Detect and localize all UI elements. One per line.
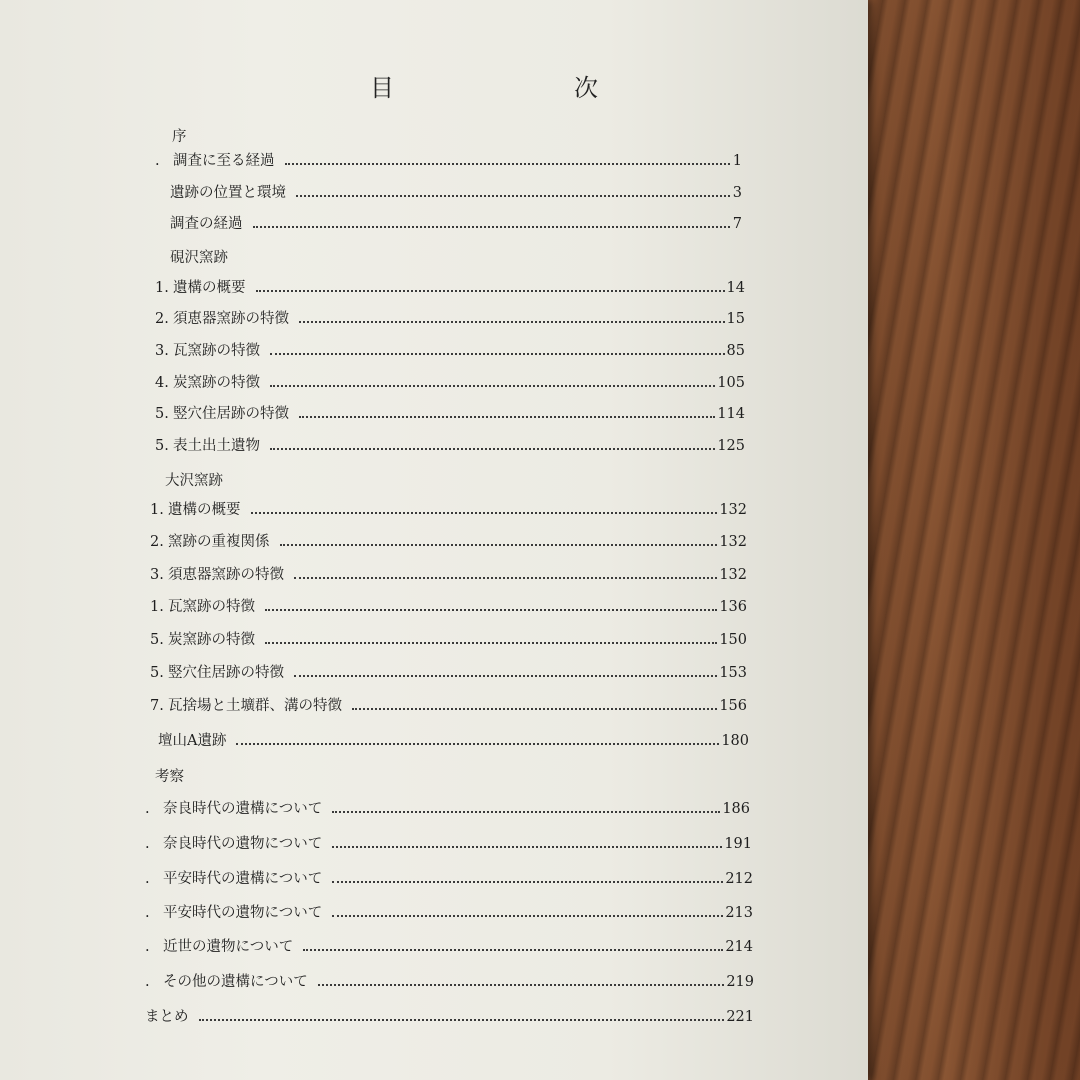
dot-leader bbox=[296, 195, 730, 197]
toc-entry-page-number: 3 bbox=[732, 185, 742, 201]
toc-entry bbox=[150, 501, 747, 519]
toc-entry-page-number: 213 bbox=[725, 905, 753, 921]
dot-leader bbox=[299, 416, 715, 418]
toc-entry-page-number: 156 bbox=[719, 698, 747, 714]
toc-entry-page-number: 214 bbox=[725, 939, 753, 955]
toc-entry-number: 4. bbox=[155, 375, 169, 391]
dot-leader bbox=[265, 642, 717, 644]
toc-entry-number: 5. bbox=[155, 438, 169, 454]
toc-entry-label: 調査に至る経過 bbox=[173, 153, 275, 169]
toc-entry-number: 1. bbox=[150, 599, 164, 615]
toc-entry-page-number: 132 bbox=[719, 567, 747, 583]
toc-entry-label: 窯跡の重複関係 bbox=[168, 534, 270, 550]
toc-entry-page-number: 191 bbox=[724, 836, 752, 852]
toc-entry-page-number: 180 bbox=[721, 733, 749, 749]
toc-entry bbox=[170, 215, 742, 233]
toc-entry-number: . bbox=[145, 905, 150, 921]
dot-leader bbox=[285, 163, 731, 165]
toc-entry-number: 7. bbox=[150, 698, 164, 714]
dot-leader bbox=[332, 846, 722, 848]
toc-entry-number: 3. bbox=[155, 343, 169, 359]
toc-entry-label: 炭窯跡の特徴 bbox=[173, 375, 260, 391]
toc-entry-page-number: 1 bbox=[732, 153, 742, 169]
wooden-tabletop bbox=[860, 0, 1080, 1080]
toc-entry-label: 遺跡の位置と環境 bbox=[170, 185, 286, 201]
dot-leader bbox=[299, 321, 725, 323]
toc-entry-number: . bbox=[145, 801, 150, 817]
toc-entry-label: 瓦窯跡の特徴 bbox=[173, 343, 260, 359]
toc-entry-number: . bbox=[145, 974, 150, 990]
toc-entry-label: 炭窯跡の特徴 bbox=[168, 632, 255, 648]
toc-section-heading: 大沢窯跡 bbox=[165, 473, 223, 489]
toc-entry-number: . bbox=[155, 153, 160, 169]
toc-entry-label: 奈良時代の遺物について bbox=[163, 836, 323, 852]
toc-section-heading: 硯沢窯跡 bbox=[170, 250, 228, 266]
toc-entry bbox=[150, 598, 747, 616]
dot-leader bbox=[270, 385, 715, 387]
toc-entry-page-number: 85 bbox=[726, 343, 745, 359]
dot-leader bbox=[236, 743, 719, 745]
toc-entry-number: . bbox=[145, 836, 150, 852]
toc-entry-page-number: 219 bbox=[726, 974, 754, 990]
toc-entry-page-number: 7 bbox=[732, 216, 742, 232]
toc-entry-page-number: 221 bbox=[726, 1009, 754, 1025]
toc-entry-label: 平安時代の遺物について bbox=[163, 905, 323, 921]
toc-entry bbox=[145, 1008, 754, 1026]
toc-entry bbox=[150, 631, 747, 649]
toc-entry-label: 遺構の概要 bbox=[173, 280, 246, 296]
toc-entry-number: . bbox=[145, 871, 150, 887]
toc-entry bbox=[145, 870, 753, 888]
dot-leader bbox=[253, 226, 731, 228]
toc-entry-page-number: 105 bbox=[717, 375, 745, 391]
page-title-char-1: 目 bbox=[370, 74, 396, 102]
toc-entry-number: 1. bbox=[155, 280, 169, 296]
toc-entry-label: 遺構の概要 bbox=[168, 502, 241, 518]
toc-section-heading: 序 bbox=[172, 129, 187, 145]
toc-entry-number: 2. bbox=[150, 534, 164, 550]
toc-entry-page-number: 150 bbox=[719, 632, 747, 648]
dot-leader bbox=[270, 448, 715, 450]
toc-entry-label: 奈良時代の遺構について bbox=[163, 801, 323, 817]
toc-entry-label: 表土出土遺物 bbox=[173, 438, 260, 454]
toc-entry-label: 須恵器窯跡の特徴 bbox=[168, 567, 284, 583]
toc-entry-number: 3. bbox=[150, 567, 164, 583]
toc-entry bbox=[155, 374, 745, 392]
toc-entry bbox=[155, 437, 745, 455]
toc-entry-page-number: 132 bbox=[719, 502, 747, 518]
dot-leader bbox=[256, 290, 725, 292]
toc-entry-page-number: 132 bbox=[719, 534, 747, 550]
dot-leader bbox=[270, 353, 725, 355]
toc-entry bbox=[150, 664, 747, 682]
dot-leader bbox=[332, 915, 723, 917]
dot-leader bbox=[294, 577, 717, 579]
toc-entry bbox=[155, 342, 745, 360]
toc-entry-number: 5. bbox=[150, 665, 164, 681]
toc-entry bbox=[145, 938, 753, 956]
toc-section-heading: 考察 bbox=[155, 769, 184, 785]
dot-leader bbox=[318, 984, 725, 986]
toc-entry-label: 竪穴住居跡の特徴 bbox=[173, 406, 289, 422]
dot-leader bbox=[332, 881, 723, 883]
dot-leader bbox=[352, 708, 717, 710]
toc-entry bbox=[158, 732, 749, 750]
toc-entry-label: 竪穴住居跡の特徴 bbox=[168, 665, 284, 681]
toc-entry bbox=[145, 973, 754, 991]
toc-entry bbox=[150, 566, 747, 584]
toc-entry-label: 壇山A遺跡 bbox=[158, 733, 227, 749]
toc-entry-label: 瓦捨場と土壙群、溝の特徴 bbox=[168, 698, 342, 714]
toc-entry-page-number: 15 bbox=[726, 311, 745, 327]
toc-entry bbox=[145, 800, 750, 818]
toc-entry-label: その他の遺構について bbox=[163, 974, 308, 990]
toc-entry-label: 近世の遺物について bbox=[163, 939, 294, 955]
dot-leader bbox=[199, 1019, 725, 1021]
toc-entry-page-number: 212 bbox=[725, 871, 753, 887]
toc-entry-number: 2. bbox=[155, 311, 169, 327]
toc-entry bbox=[150, 533, 747, 551]
toc-entry-page-number: 125 bbox=[717, 438, 745, 454]
toc-entry-number: . bbox=[145, 939, 150, 955]
toc-entry-page-number: 114 bbox=[717, 406, 745, 422]
toc-entry bbox=[170, 184, 742, 202]
dot-leader bbox=[294, 675, 717, 677]
toc-entry bbox=[155, 279, 745, 297]
toc-entry bbox=[155, 405, 745, 423]
toc-entry-label: 瓦窯跡の特徴 bbox=[168, 599, 255, 615]
page-title-char-2: 次 bbox=[574, 74, 600, 102]
toc-entry-label: 調査の経過 bbox=[170, 216, 243, 232]
dot-leader bbox=[280, 544, 718, 546]
toc-entry-number: 1. bbox=[150, 502, 164, 518]
toc-entry-label: 須恵器窯跡の特徴 bbox=[173, 311, 289, 327]
toc-entry bbox=[145, 904, 753, 922]
toc-entry-page-number: 136 bbox=[719, 599, 747, 615]
toc-entry bbox=[145, 835, 752, 853]
toc-entry bbox=[150, 697, 747, 715]
toc-entry-label: 平安時代の遺構について bbox=[163, 871, 323, 887]
toc-entry-page-number: 153 bbox=[719, 665, 747, 681]
toc-entry bbox=[155, 310, 745, 328]
toc-entry-page-number: 14 bbox=[726, 280, 745, 296]
toc-entry-number: 5. bbox=[155, 406, 169, 422]
toc-entry bbox=[155, 152, 742, 170]
dot-leader bbox=[303, 949, 723, 951]
toc-entry-page-number: 186 bbox=[722, 801, 750, 817]
dot-leader bbox=[332, 811, 720, 813]
dot-leader bbox=[251, 512, 718, 514]
toc-entry-label: まとめ bbox=[145, 1009, 189, 1025]
toc-entry-number: 5. bbox=[150, 632, 164, 648]
dot-leader bbox=[265, 609, 717, 611]
